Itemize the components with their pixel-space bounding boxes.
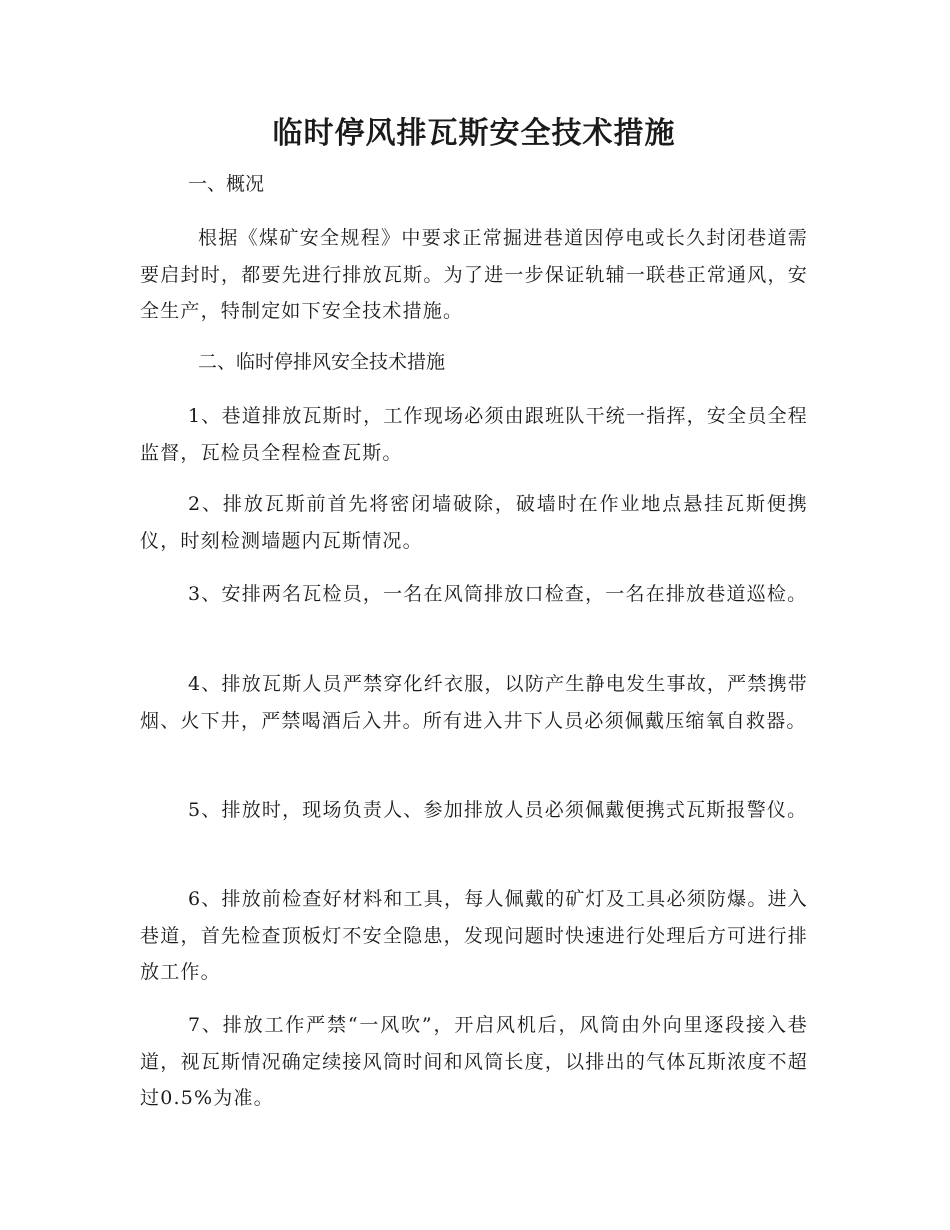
document-title: 临时停风排瓦斯安全技术措施 [272,116,676,151]
measure-item-7: 7、排放工作严禁“一风吹”，开启风机后，风筒由外向里逐段接入巷道，视瓦斯情况确定续接风筒时间和风筒长度，以排出的气体瓦斯浓度不超过0.5%为准。 [140,1014,808,1109]
measure-item-5: 5、排放时，现场负责人、参加排放人员必须佩戴便携式瓦斯报警仪。 [188,799,808,821]
measure-item-6: 6、排放前检查好材料和工具，每人佩戴的矿灯及工具必须防爆。进入巷道，首先检查顶板灯不安全隐患，发现问题时快速进行处理后方可进行排放工作。 [140,888,808,983]
section-heading-measures: 二、临时停排风安全技术措施 [198,351,446,373]
measure-item-1: 1、巷道排放瓦斯时，工作现场必须由跟班队干统一指挥，安全员全程监督，瓦检员全程检查瓦斯。 [140,405,808,464]
measure-item-3: 3、安排两名瓦检员，一名在风筒排放口检查，一名在排放巷道巡检。 [188,583,808,605]
section-heading-overview: 一、概况 [188,173,265,195]
measure-item-4: 4、排放瓦斯人员严禁穿化纤衣服，以防产生静电发生事故，严禁携带烟、火下井，严禁喝酒后入井。所有进入井下人员必须佩戴压缩氧自救器。 [140,673,808,732]
measure-item-2: 2、排放瓦斯前首先将密闭墙破除，破墙时在作业地点悬挂瓦斯便携仪，时刻检测墙题内瓦斯情况。 [140,493,808,552]
overview-paragraph: 根据《煤矿安全规程》中要求正常掘进巷道因停电或长久封闭巷道需要启封时，都要先进行排放瓦斯。为了进一步保证轨辅一联巷正常通风，安全生产，特制定如下安全技术措施。 [140,227,808,322]
